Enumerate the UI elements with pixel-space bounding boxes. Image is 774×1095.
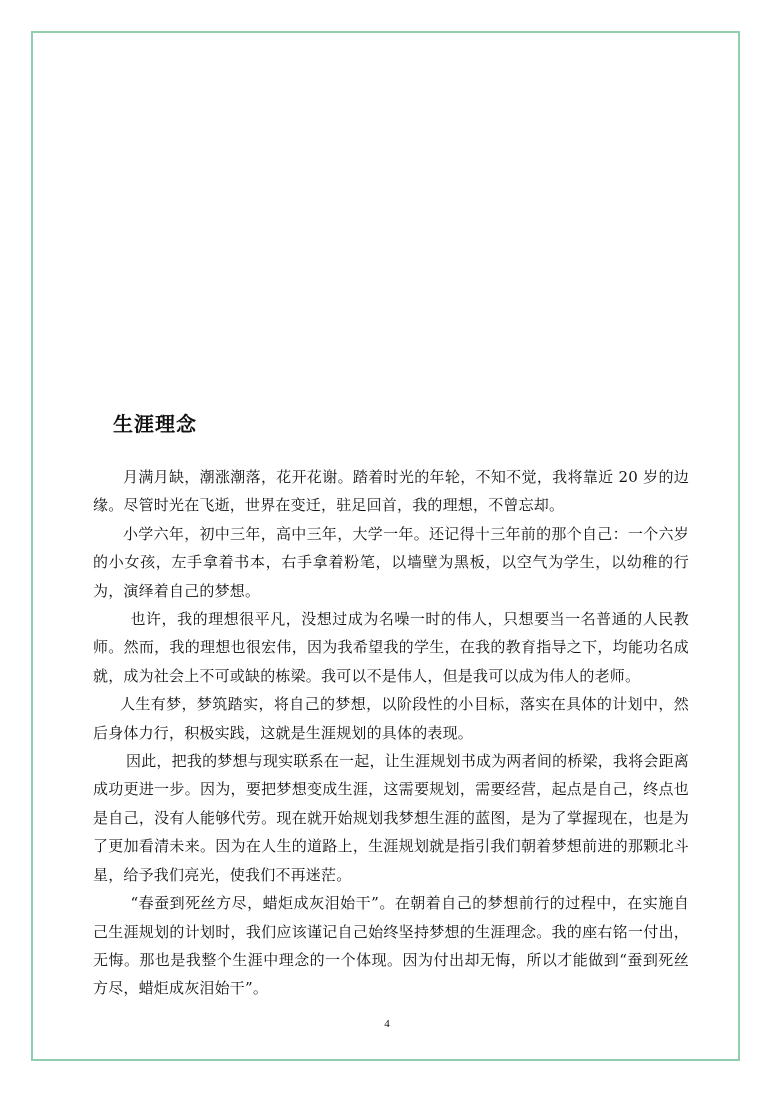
- paragraph-6: “春蚕到死丝方尽，蜡炬成灰泪始干”。在朝着自己的梦想前行的过程中，在实施自己生涯规划的计划时，我们应该谨记自己始终坚持梦想的生涯理念。我的座右铭一付出，无悔。那也是我整个生涯中理念的一个体现。因为付出却无悔，所以才能做到“蚕到死丝方尽，蜡炬成灰泪始干”。: [93, 894, 689, 998]
- section-heading: 生涯理念: [113, 412, 197, 436]
- body-text: [93, 463, 689, 1003]
- paragraph-1: 月满月缺，潮涨潮落，花开花谢。踏着时光的年轮，不知不觉，我将靠近 20 岁的边缘。尽管时光在飞逝，世界在变迁，驻足回首，我的理想，不曾忘却。: [93, 468, 689, 515]
- paragraph-3: 也许，我的理想很平凡，没想过成为名噪一时的伟人，只想要当一名普通的人民教师。然而，我的理想也很宏伟，因为我希望我的学生，在我的教育指导之下，均能功名成就，成为社会上不可或缺的栋梁。我可以不是伟人，但是我可以成为伟人的老师。: [93, 610, 689, 685]
- paragraph-2: 小学六年，初中三年，高中三年，大学一年。还记得十三年前的那个自己：一个六岁的小女孩，左手拿着书本，右手拿着粉笔，以墙壁为黑板，以空气为学生，以幼稚的行为，演绎着自己的梦想。: [93, 524, 689, 600]
- page-number: 4: [384, 1018, 390, 1030]
- paragraph-5: 因此，把我的梦想与现实联系在一起，让生涯规划书成为两者间的桥梁，我将会距离成功更进一步。因为，要把梦想变成生涯，这需要规划，需要经营，起点是自己，终点也是自己，没有人能够代劳。现在就开始规划我梦想生涯的蓝图，是为了掌握现在，也是为了更加看清未来。因为在人生的道路上，生涯规划就是指引我们朝着梦想前进的那颗北斗星，给予我们亮光，使我们不再迷茫。: [93, 752, 689, 884]
- paragraph-4: 人生有梦，梦筑踏实，将自己的梦想，以阶段性的小目标，落实在具体的计划中，然后身体力行，积极实践，这就是生涯规划的具体的表现。: [93, 695, 689, 742]
